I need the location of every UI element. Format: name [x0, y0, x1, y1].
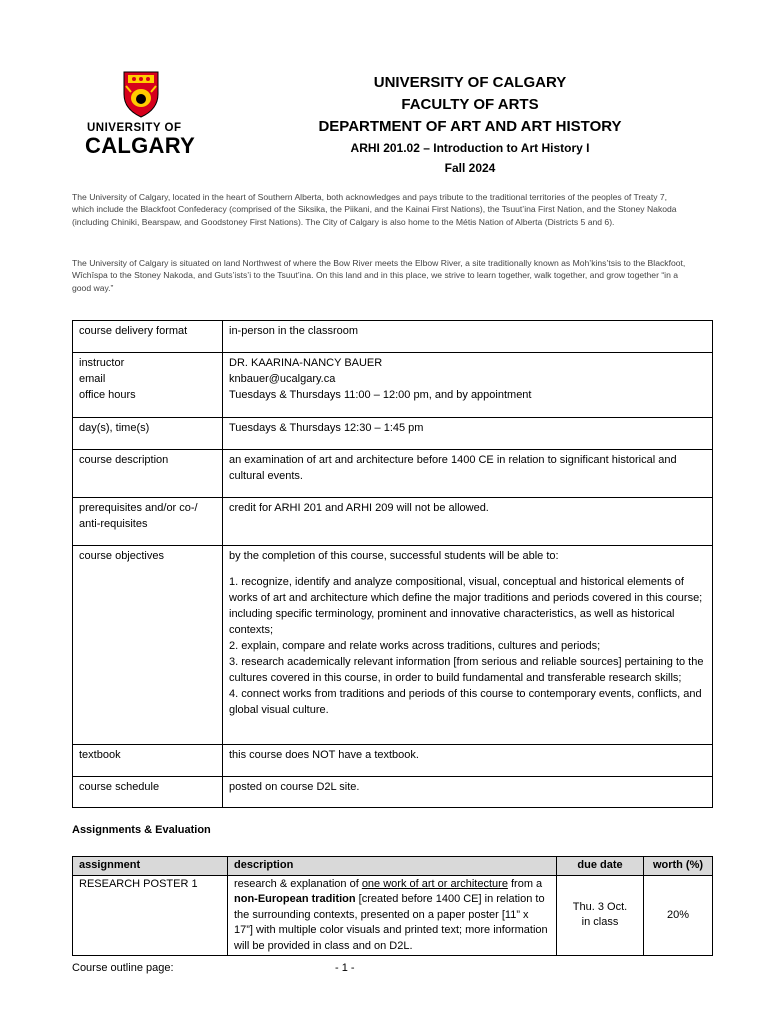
instructor-values — [223, 353, 713, 418]
description-label: course description — [73, 450, 223, 498]
due-date-line1: Thu. 3 Oct. — [572, 900, 628, 913]
description-value: an examination of art and architecture before 1400 CE in relation to significant historical and cultural events. — [223, 450, 713, 498]
prereq-label-2: anti-requisites — [79, 518, 148, 530]
days-value: Tuesdays & Thursdays 12:30 – 1:45 pm — [223, 418, 713, 450]
faculty-name: FACULTY OF ARTS — [401, 96, 539, 113]
table-row — [73, 546, 713, 745]
prereq-labels — [73, 498, 223, 546]
due-date — [557, 875, 644, 956]
table-header-row — [73, 857, 713, 876]
instructor-email: knbauer@ucalgary.ca — [229, 373, 336, 385]
assignment-description — [228, 875, 557, 956]
instructor-labels — [73, 353, 223, 418]
course-term: Fall 2024 — [444, 161, 496, 175]
table-row — [73, 498, 713, 546]
assignments-heading: Assignments & Evaluation — [72, 824, 211, 836]
objectives-label: course objectives — [73, 546, 223, 745]
schedule-label: course schedule — [73, 777, 223, 808]
textbook-label: textbook — [73, 745, 223, 777]
prereq-value: credit for ARHI 201 and ARHI 209 will not be allowed. — [223, 498, 713, 546]
prereq-label-1: prerequisites and/or co-/ — [79, 502, 198, 514]
office-hours-label: office hours — [79, 389, 136, 401]
col-worth: worth (%) — [644, 857, 713, 876]
delivery-value: in-person in the classroom — [223, 321, 713, 353]
col-description: description — [228, 857, 557, 876]
course-info-table — [72, 320, 713, 808]
col-assignment: assignment — [73, 857, 228, 876]
due-date-line2: in class — [581, 916, 619, 929]
textbook-value: this course does NOT have a textbook. — [223, 745, 713, 777]
document-header — [280, 72, 660, 178]
objectives-value — [223, 546, 713, 745]
desc-bold: non-European tradition — [234, 893, 356, 905]
table-row — [73, 777, 713, 808]
page-number: - 1 - — [335, 962, 355, 974]
table-row — [73, 418, 713, 450]
course-title: ARHI 201.02 – Introduction to Art History I — [350, 141, 590, 155]
desc-part: from a — [507, 877, 543, 890]
assignment-name: RESEARCH POSTER 1 — [73, 875, 228, 956]
desc-part: [created before 1400 CE] in relation to the surrounding contexts, presented on a paper poster [11” x 17”] with multiple color visuals and printed text; more information will be provided in class and on D2L. — [234, 893, 548, 952]
instructor-label: instructor — [79, 357, 125, 369]
desc-part: research & explanation of — [234, 877, 362, 890]
land-acknowledgement-1: The University of Calgary, located in the heart of Southern Alberta, both acknowledges and pays tribute to the traditional territories of the peoples of Treaty 7, which include the Blackfoot Confederacy (comprised of the Siksika, the Piikani, and the Kainai First Nations), the Tsuut’ina First Nation, and the Stoney Nakoda (including Chiniki, Bearspaw, and Goodstoney First Nations). The City of Calgary is also home to the Métis Nation of Alberta (Districts 5 and 6). — [72, 192, 677, 227]
land-acknowledgement-2: The University of Calgary is situated on land Northwest of where the Bow River meets the Elbow River, a site traditionally known as Moh’kins’tsis to the Blackfoot, Wîchîspa to the Stoney Nakoda, and Guts’ists’i to the Tsuut’ina. On this land and in this place, we strive to learn together, walk together, and grow together “in a good way.” — [72, 258, 686, 293]
objectives-intro: by the completion of this course, successful students will be able to: — [229, 550, 559, 562]
delivery-label: course delivery format — [73, 321, 223, 353]
objective-4: 4. connect works from traditions and periods of this course to contemporary events, conflicts, and global visual culture. — [229, 688, 702, 716]
schedule-value: posted on course D2L site. — [223, 777, 713, 808]
university-logo — [82, 70, 202, 162]
department-name: DEPARTMENT OF ART AND ART HISTORY — [318, 118, 622, 135]
desc-underlined: one work of art or architecture — [361, 877, 508, 890]
days-label: day(s), time(s) — [73, 418, 223, 450]
table-row — [73, 450, 713, 498]
university-name: UNIVERSITY OF CALGARY — [373, 74, 567, 91]
col-due-date: due date — [557, 857, 644, 876]
logo-wordmark-line2: CALGARY — [85, 133, 196, 158]
table-row — [73, 353, 713, 418]
instructor-name: DR. KAARINA-NANCY BAUER — [229, 357, 383, 369]
email-label: email — [79, 373, 106, 385]
objective-1: 1. recognize, identify and analyze compositional, visual, conceptual and historical elements of works of art and architecture which define the major traditions and periods covered in this course; including specific terminology, prominent and innovative characteristics, as well as historical contexts; — [229, 576, 703, 636]
table-row — [73, 745, 713, 777]
table-row — [73, 321, 713, 353]
assignments-table — [72, 856, 713, 956]
crest-icon — [122, 70, 160, 118]
objective-3: 3. research academically relevant information [from serious and reliable sources] pertaining to the cultures covered in this course, in order to build fundamental and transferable research skills; — [229, 656, 704, 684]
logo-wordmark-line1: UNIVERSITY OF — [87, 122, 182, 134]
footer-label: Course outline page: — [72, 962, 174, 974]
worth: 20% — [644, 875, 713, 956]
office-hours: Tuesdays & Thursdays 11:00 – 12:00 pm, and by appointment — [229, 389, 532, 401]
objective-2: 2. explain, compare and relate works across traditions, cultures and periods; — [229, 640, 601, 652]
table-row — [73, 875, 713, 956]
